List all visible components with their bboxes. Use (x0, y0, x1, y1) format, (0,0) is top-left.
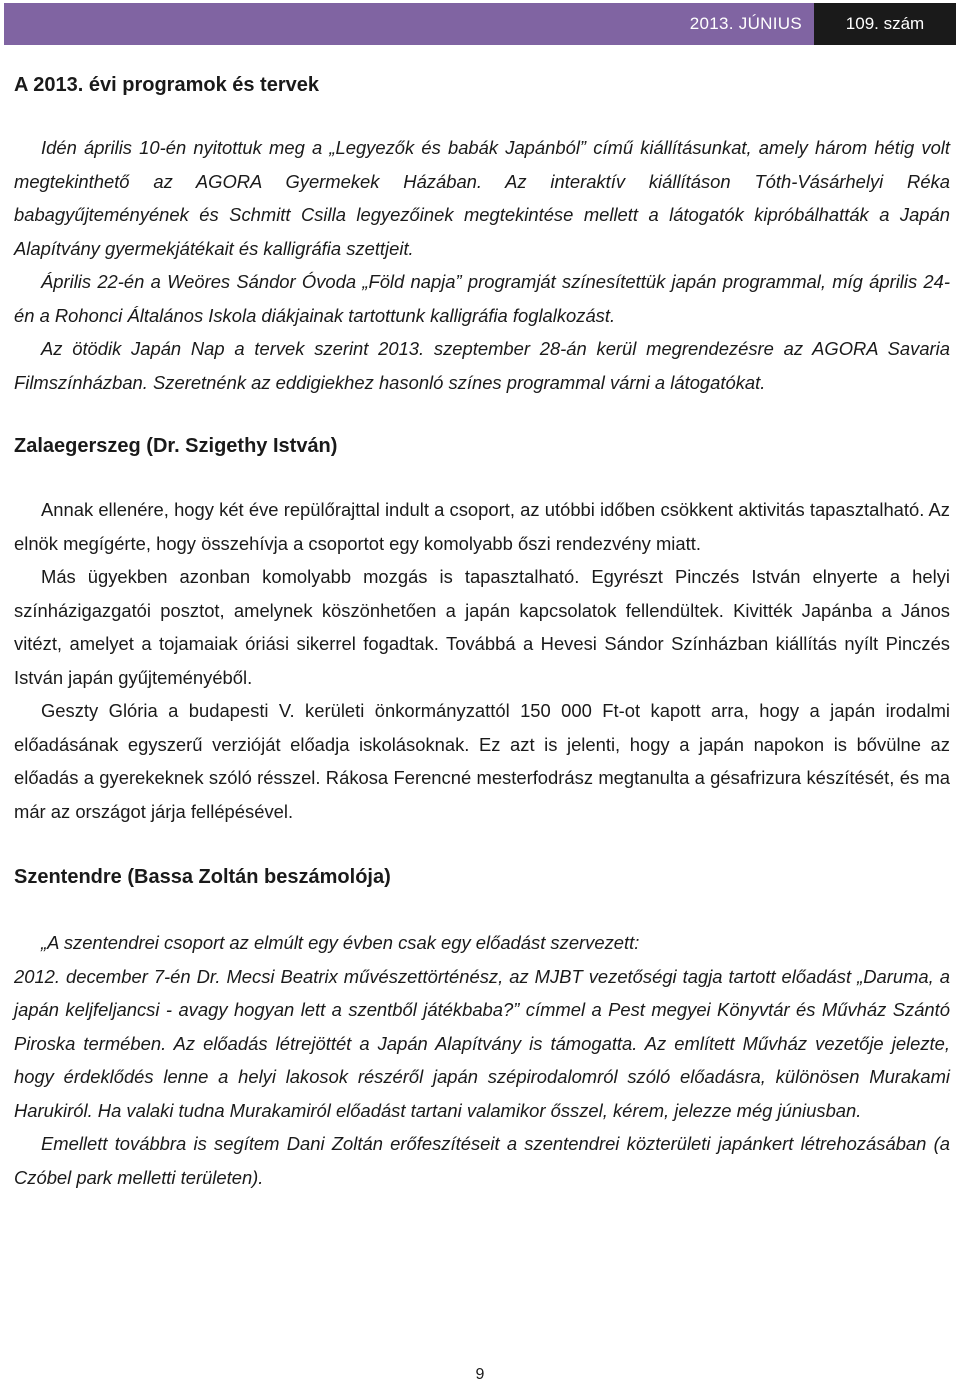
paragraph: Idén április 10-én nyitottuk meg a „Legyezők és babák Japánból” című kiállításunkat, amely három hétig volt megtekinthető az AGORA Gyermekek Házában. Az interaktív kiállításon Tóth-Vásárhelyi Réka babagyűjteményének és Schmitt Csilla legyezőinek megtekintése mellett a látogatók kipróbálhatták a Japán Alapítvány gyermekjátékait és kalligráfia szettjeit. (14, 137, 950, 259)
section-title-zalaegerszeg: Zalaegerszeg (Dr. Szigethy István) (14, 435, 338, 457)
page-content (14, 68, 950, 1194)
paragraph: Az ötödik Japán Nap a tervek szerint 2013. szeptember 28-án kerül megrendezésre az AGORA Savaria Filmszínházban. Szeretnénk az eddigiekhez hasonló színes programmal várni a látogatókat. (14, 338, 950, 393)
issue-date: 2013. JÚNIUS (689, 14, 802, 33)
paragraph: Április 22-én a Weöres Sándor Óvoda „Föld napja” programját színesítettük japán programmal, míg április 24-én a Rohonci Általános Iskola diákjainak tartottunk kalligráfia foglalkozást. (14, 271, 950, 326)
page-number: 9 (475, 1366, 485, 1383)
header-bar (4, 3, 956, 45)
paragraph: 2012. december 7-én Dr. Mecsi Beatrix művészettörténész, az MJBT vezetőségi tagja tartott előadást „Daruma, a japán keljfeljancsi - avagy hogyan lett a szentből játékbaba?” címmel a Pest megyei Könyvtár és Művház Szántó Piroska termében. Az előadás létrejöttét a Japán Alapítvány is támogatta. Az említett Művház vezetője jelezte, hogy érdeklődés lenne a helyi lakosok részéről japán szépirodalomról szóló előadásra, különösen Murakami Harukiról. Ha valaki tudna Murakamiról előadást tartani valamikor ősszel, kérem, jelezze még júniusban. (14, 965, 950, 1121)
paragraph: Emellett továbbra is segítem Dani Zoltán erőfeszítéseit a szentendrei közterületi japánkert létrehozásában (a Czóbel park melletti területen). (14, 1133, 950, 1188)
section-title-programs: A 2013. évi programok és tervek (14, 74, 319, 96)
paragraph: Geszty Glória a budapesti V. kerületi önkormányzattól 150 000 Ft-ot kapott arra, hogy a japán irodalmi előadásának egyszerű verzióját előadja iskolásoknak. Ez azt is jelenti, hogy a japán napokon is bővülne az előadás a gyerekeknek szóló résszel. Rákosa Ferencné mesterfodrász megtanulta a gésafrizura készítését, és ma már az országot járja fellépésével. (14, 700, 950, 822)
paragraph: „A szentendrei csoport az elmúlt egy évben csak egy előadást szervezett: (41, 932, 640, 953)
paragraph: Annak ellenére, hogy két éve repülőrajttal indult a csoport, az utóbbi időben csökkent aktivitás tapasztalható. Az elnök megígérte, hogy összehívja a csoportot egy komolyabb őszi rendezvény miatt. (14, 499, 950, 554)
paragraph: Más ügyekben azonban komolyabb mozgás is tapasztalható. Egyrészt Pinczés István elnyerte a helyi színházigazgatói posztot, amelynek köszönhetően a japán kapcsolatok fellendültek. Kivitték Japánba a János vitézt, amelyet a tojamaiak óriási sikerrel fogadtak. Továbbá a Hevesi Sándor Színházban kiállítás nyílt Pinczés István japán gyűjteményéből. (14, 566, 950, 688)
section-title-szentendre: Szentendre (Bassa Zoltán beszámolója) (14, 866, 391, 888)
issue-number: 109. szám (814, 3, 956, 45)
